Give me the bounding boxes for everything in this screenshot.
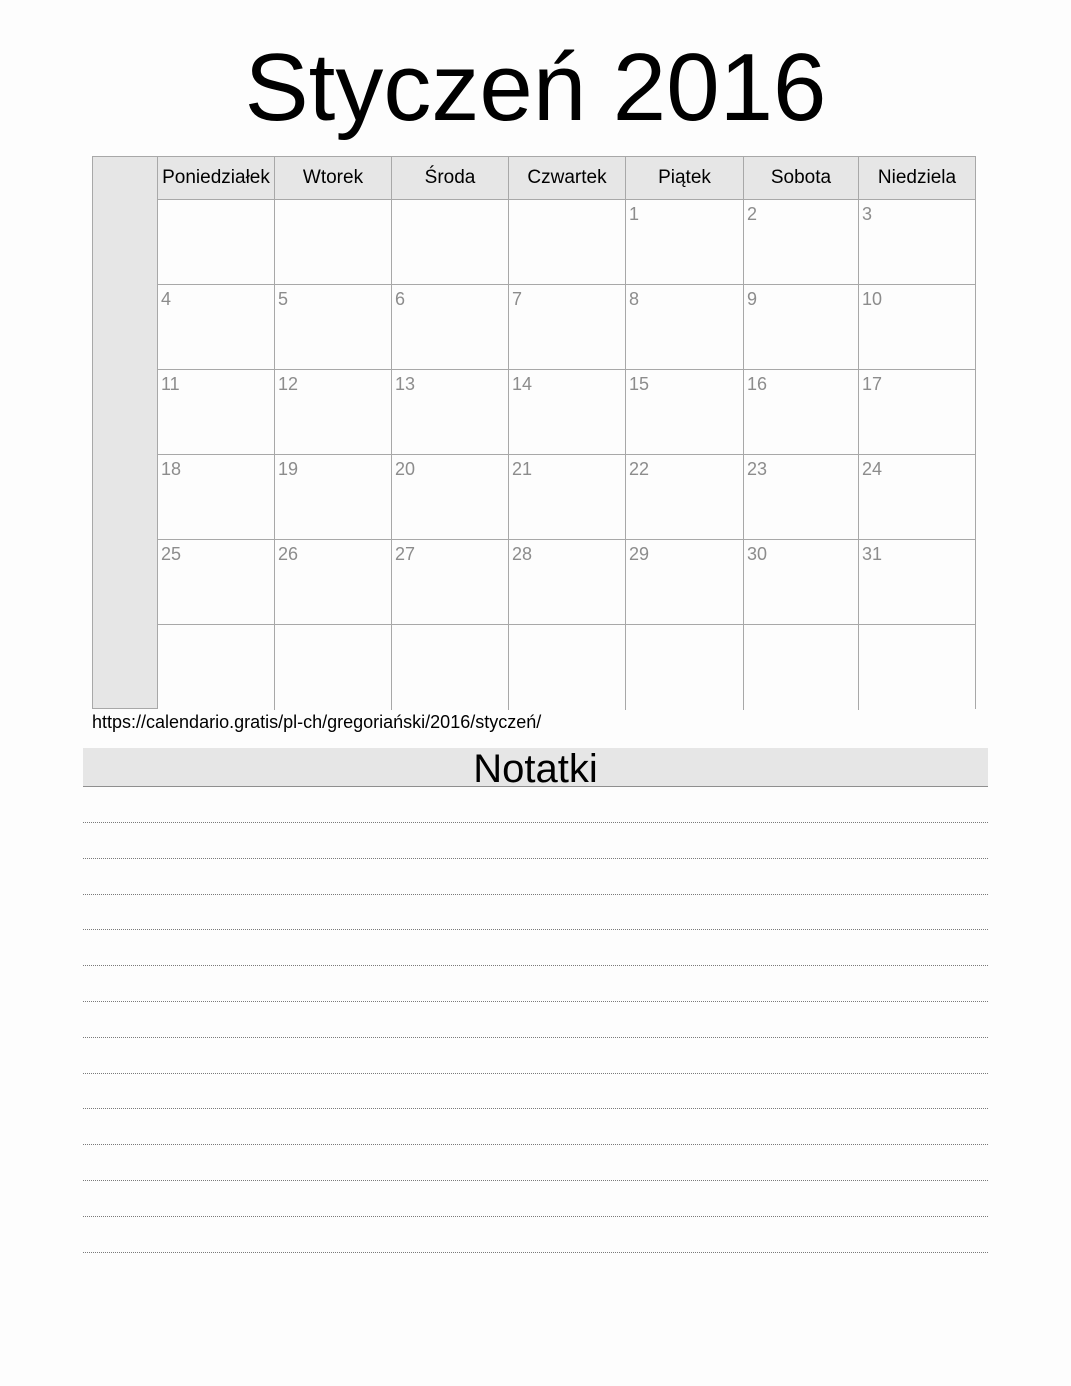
day-cell (744, 370, 859, 455)
notes-rule-line (83, 929, 988, 930)
day-cell (744, 285, 859, 370)
day-number: 19 (278, 459, 299, 479)
day-cell (859, 200, 975, 285)
notes-rule-line (83, 1180, 988, 1181)
day-number: 10 (862, 289, 883, 309)
weekday-header-monday: Poniedziałek (158, 157, 275, 200)
day-number: 6 (395, 289, 406, 309)
month-table (158, 157, 975, 708)
day-cell (509, 200, 626, 285)
day-cell (158, 370, 275, 455)
day-cell (626, 370, 744, 455)
day-cell (509, 625, 626, 710)
day-cell (859, 370, 975, 455)
notes-rule-line (83, 822, 988, 823)
notes-rule-line (83, 965, 988, 966)
day-number: 22 (629, 459, 650, 479)
weekday-header-wednesday: Środa (392, 157, 509, 200)
day-cell (158, 540, 275, 625)
day-cell (509, 455, 626, 540)
weekday-header-thursday: Czwartek (509, 157, 626, 200)
day-number: 1 (629, 204, 640, 224)
day-cell (392, 285, 509, 370)
day-cell (509, 285, 626, 370)
day-number: 3 (862, 204, 873, 224)
day-cell (859, 625, 975, 710)
notes-rule-line (83, 1216, 988, 1217)
day-number: 8 (629, 289, 640, 309)
day-cell (275, 625, 392, 710)
notes-rule-line (83, 1144, 988, 1145)
day-number: 15 (629, 374, 650, 394)
day-number: 18 (161, 459, 182, 479)
source-url: https://calendario.gratis/pl-ch/gregoriański/2016/styczeń/ (92, 712, 542, 732)
day-number: 20 (395, 459, 416, 479)
day-cell (744, 455, 859, 540)
day-cell (859, 455, 975, 540)
day-cell (859, 540, 975, 625)
notes-rule-line (83, 1037, 988, 1038)
day-number: 12 (278, 374, 299, 394)
day-cell (392, 200, 509, 285)
day-cell (744, 625, 859, 710)
day-cell (509, 370, 626, 455)
notes-rule-line (83, 1073, 988, 1074)
weekday-header-friday: Piątek (626, 157, 744, 200)
day-number: 23 (747, 459, 768, 479)
day-cell (392, 370, 509, 455)
day-cell (158, 285, 275, 370)
day-number: 29 (629, 544, 650, 564)
day-number: 27 (395, 544, 416, 564)
day-cell (158, 625, 275, 710)
week-number-column (93, 157, 158, 708)
day-cell (626, 200, 744, 285)
day-number: 13 (395, 374, 416, 394)
day-number: 30 (747, 544, 768, 564)
day-cell (275, 455, 392, 540)
day-number: 4 (161, 289, 172, 309)
day-cell (158, 455, 275, 540)
day-cell (275, 370, 392, 455)
day-cell (626, 625, 744, 710)
notes-rule-line (83, 858, 988, 859)
day-number: 26 (278, 544, 299, 564)
day-cell (392, 455, 509, 540)
notes-rule-line (83, 894, 988, 895)
day-cell (158, 200, 275, 285)
day-cell (275, 285, 392, 370)
notes-rule-line (83, 1108, 988, 1109)
day-number: 14 (512, 374, 533, 394)
weekday-header-tuesday: Wtorek (275, 157, 392, 200)
calendar-grid (92, 156, 976, 709)
day-cell (626, 285, 744, 370)
calendar-title: Styczeń 2016 (244, 34, 827, 141)
day-cell (626, 455, 744, 540)
day-number: 28 (512, 544, 533, 564)
day-number: 9 (747, 289, 758, 309)
day-cell (392, 625, 509, 710)
day-cell (744, 200, 859, 285)
day-number: 5 (278, 289, 289, 309)
day-cell (626, 540, 744, 625)
weekday-header-sunday: Niedziela (859, 157, 975, 200)
day-cell (275, 540, 392, 625)
day-number: 11 (161, 374, 180, 394)
day-number: 7 (512, 289, 523, 309)
notes-rule-line (83, 1001, 988, 1002)
day-cell (859, 285, 975, 370)
day-cell (509, 540, 626, 625)
notes-rule-line (83, 1252, 988, 1253)
day-number: 24 (862, 459, 883, 479)
day-number: 2 (747, 204, 758, 224)
day-number: 21 (512, 459, 533, 479)
day-number: 17 (862, 374, 883, 394)
day-number: 16 (747, 374, 768, 394)
day-cell (275, 200, 392, 285)
day-number: 31 (862, 544, 883, 564)
day-number: 25 (161, 544, 182, 564)
weekday-header-saturday: Sobota (744, 157, 859, 200)
day-cell (392, 540, 509, 625)
notes-heading: Notatki (83, 748, 988, 787)
day-cell (744, 540, 859, 625)
